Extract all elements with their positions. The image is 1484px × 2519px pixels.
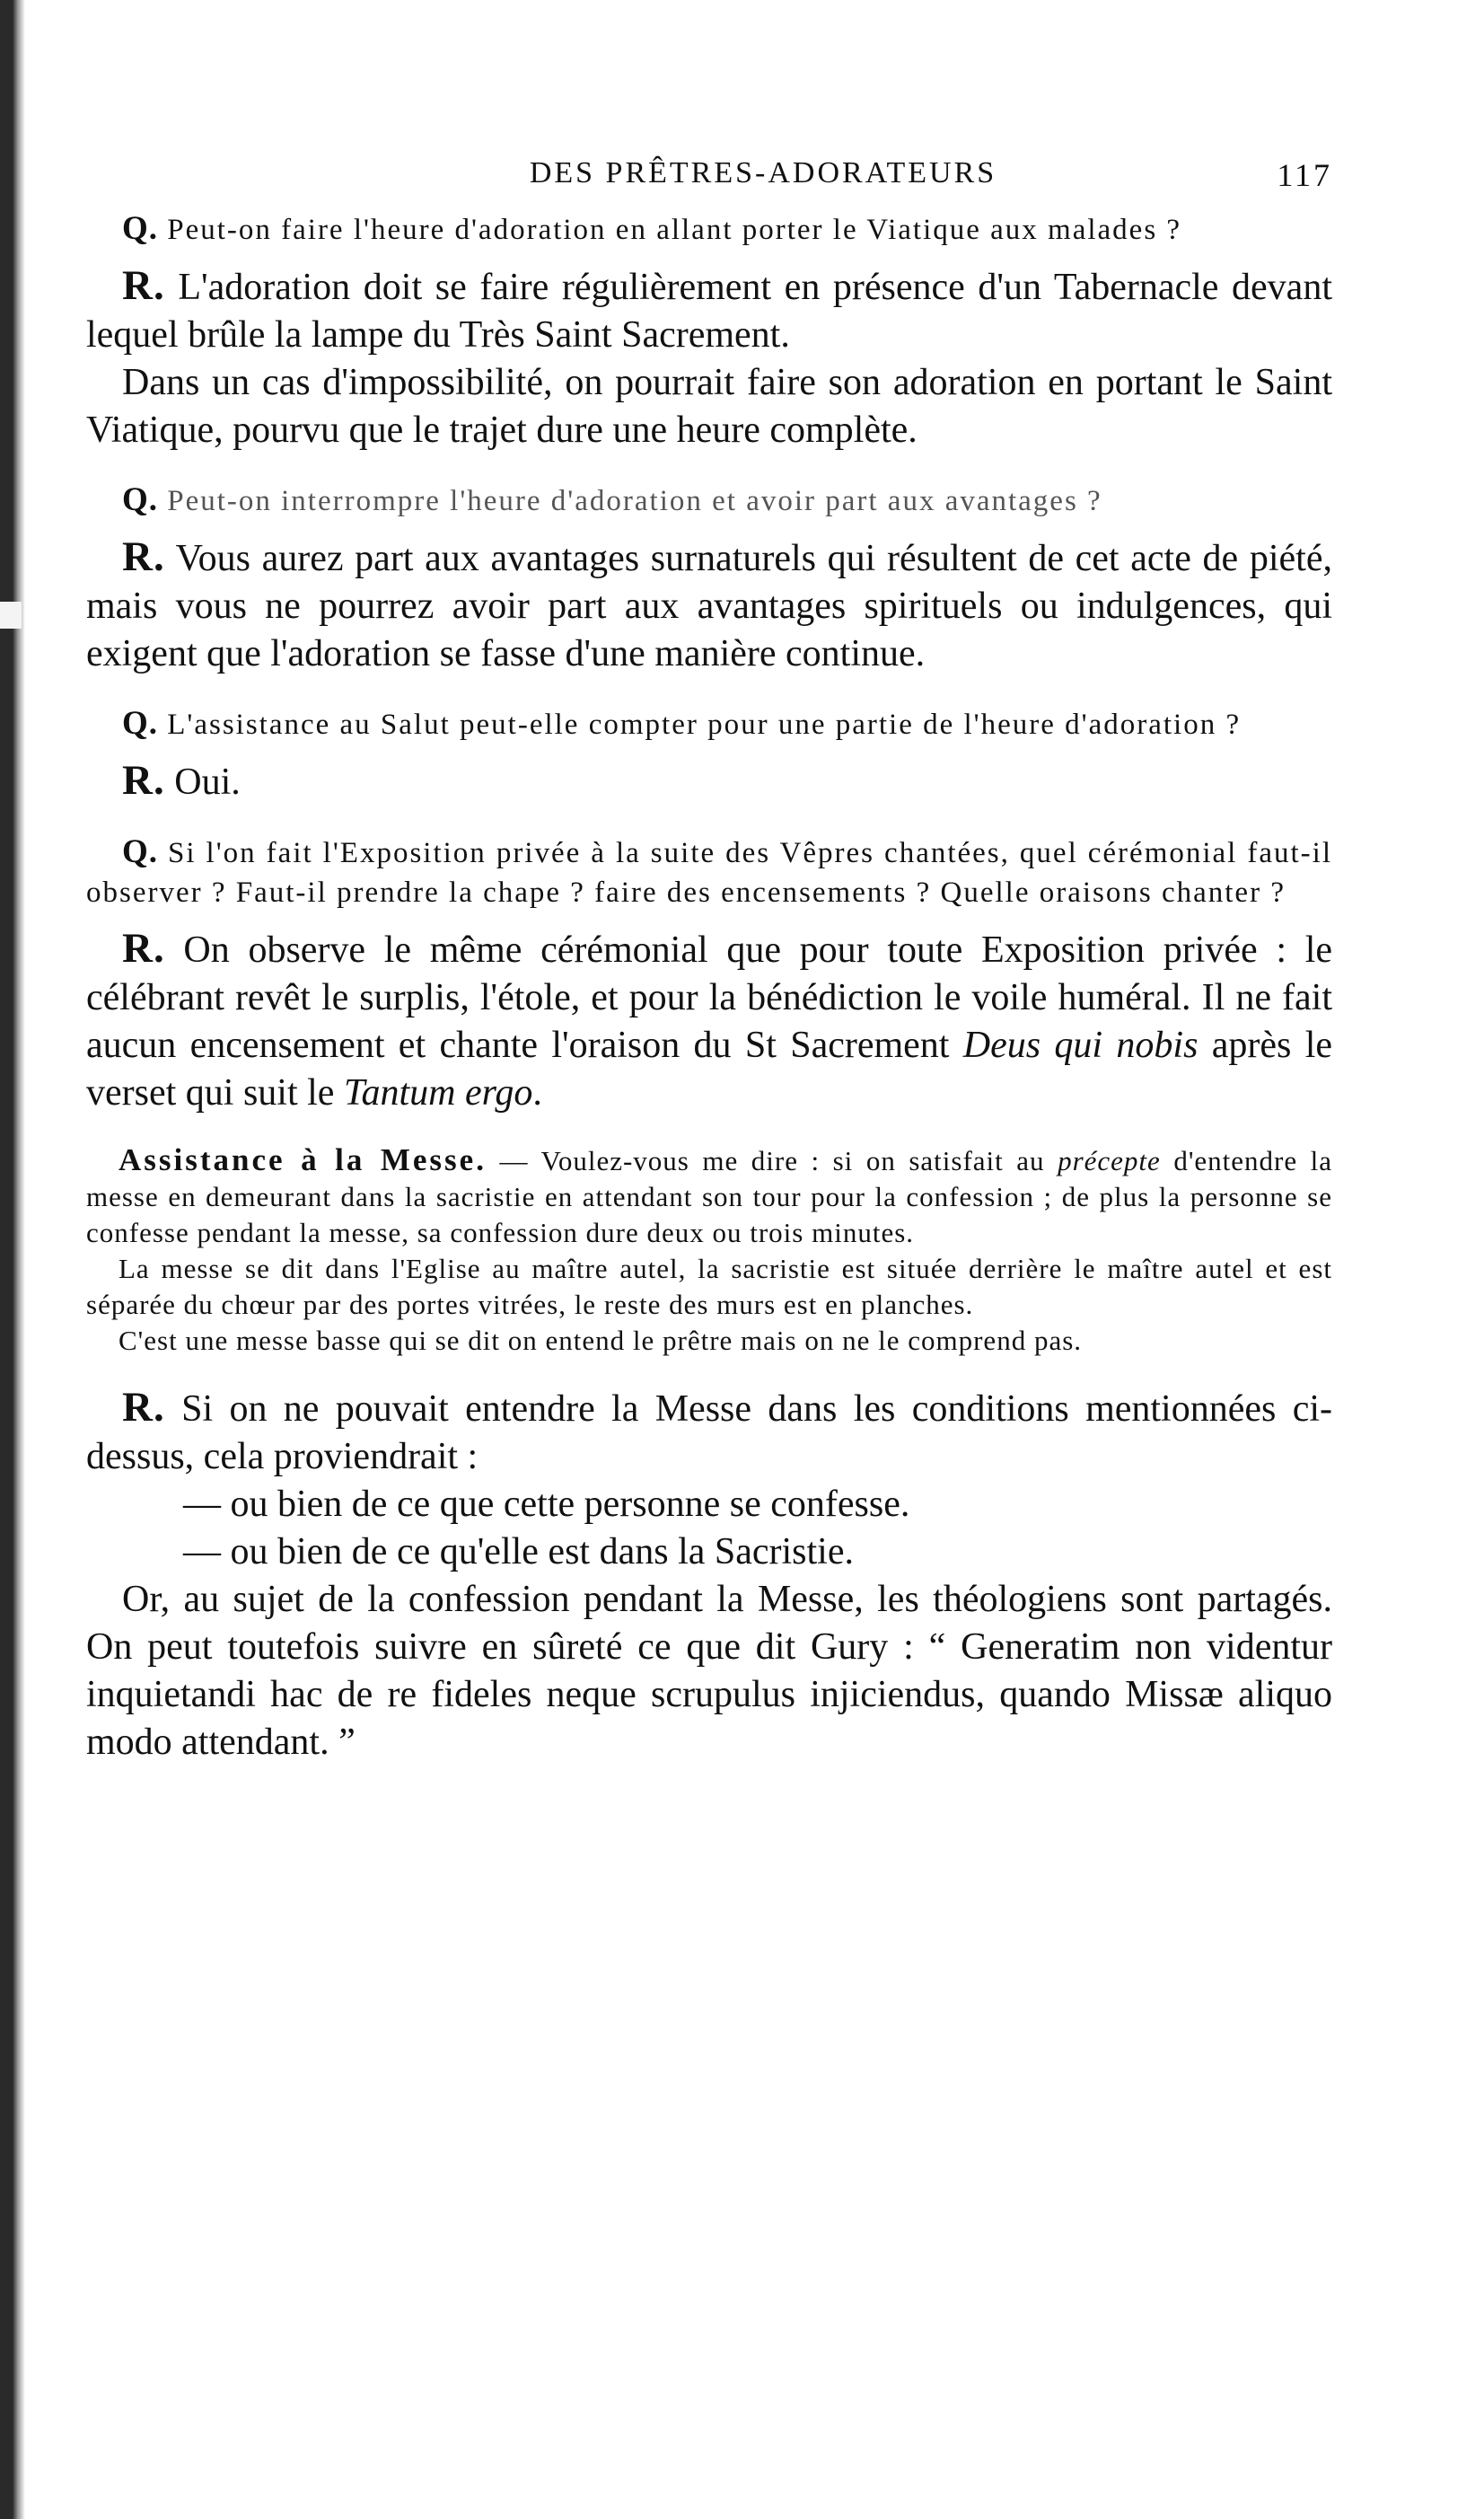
page-number: 117 — [1277, 157, 1332, 193]
note-paragraph-3: C'est une messe basse qui se dit on entend le prêtre mais on ne le comprend pas. — [119, 1325, 1083, 1356]
note-assistance-messe — [86, 1142, 1332, 1251]
answer-text: L'adoration doit se faire régulièrement en présence d'un Tabernacle devant lequel brûle la lampe du Très Saint Sacrement. — [86, 267, 1332, 356]
answer-5 — [86, 1384, 1332, 1481]
answer-label: R. — [122, 757, 165, 804]
running-title: DES PRÊTRES-ADORATEURS — [529, 156, 997, 189]
book-page — [86, 151, 1332, 1766]
latin-phrase: Deus qui nobis — [962, 1025, 1199, 1066]
latin-phrase: Tantum ergo — [343, 1072, 533, 1114]
question-2 — [86, 480, 1332, 521]
dash-item-2: — ou bien de ce qu'elle est dans la Sacristie. — [183, 1531, 854, 1572]
answer-text: . — [532, 1072, 542, 1114]
note-paragraph-2: La messe se dit dans l'Eglise au maître autel, la sacristie est située derrière le maître autel et est séparée du chœur par des portes vitrées, le reste des murs est en planches. — [86, 1253, 1332, 1320]
answer-text: Vous aurez part aux avantages surnaturels qui résultent de cet acte de piété, mais vous ne pourrez avoir part aux avantages spirituels ou indulgences, qui exigent que l'adoration se fasse d'une manière continue. — [86, 538, 1332, 674]
question-3 — [86, 703, 1332, 744]
note-italic: précepte — [1058, 1145, 1161, 1176]
question-text: Peut-on interrompre l'heure d'adoration et avoir part aux avantages ? — [157, 485, 1102, 517]
section-heading: Assistance à la Messe. — [119, 1142, 487, 1177]
question-text: Peut-on faire l'heure d'adoration en allant porter le Viatique aux malades ? — [157, 214, 1182, 246]
closing-paragraph: Or, au sujet de la confession pendant la Messe, les théologiens sont partagés. On peut toutefois suivre en sûreté ce que dit Gury : “ Generatim non videntur inquietandi hac de re fideles neque scrupulus injiciendus, quando Missæ aliquo modo attendant. ” — [86, 1579, 1332, 1763]
page-header — [86, 151, 1332, 205]
answer-text: Oui. — [164, 762, 241, 803]
question-4 — [86, 832, 1332, 912]
scan-edge-gap — [0, 602, 22, 629]
question-label: Q. — [122, 704, 158, 741]
answer-text: après le verset qui suit le — [86, 1025, 1333, 1114]
answer-label: R. — [122, 533, 165, 580]
answer-2 — [86, 533, 1332, 678]
question-label: Q. — [122, 480, 158, 517]
answer-label: R. — [122, 925, 165, 972]
dash-item-1: — ou bien de ce que cette personne se confesse. — [183, 1484, 910, 1525]
answer-3 — [86, 757, 1332, 806]
answer-text: On observe le même cérémonial que pour toute Exposition privée : le célébrant revêt le surplis, l'étole, et pour la bénédiction le voile huméral. Il ne fait aucun encensement et chante l'oraison du St Sacrement — [86, 929, 1332, 1066]
answer-label: R. — [122, 1384, 165, 1431]
answer-label: R. — [122, 262, 165, 309]
question-1 — [86, 208, 1332, 250]
question-text: Si l'on fait l'Exposition privée à la suite des Vêpres chantées, quel cérémonial faut-il observer ? Faut-il prendre la chape ? faire des encensements ? Quelle oraisons chanter ? — [86, 837, 1332, 909]
question-label: Q. — [122, 832, 158, 869]
note-text: d'entendre la messe en demeurant dans la sacristie en attendant son tour pour la confession ; de plus la personne se confesse pendant la messe, sa confession dure deux ou trois minutes. — [86, 1145, 1333, 1248]
question-label: Q. — [122, 209, 158, 246]
answer-1 — [86, 262, 1332, 359]
answer-1-continued: Dans un cas d'impossibilité, on pourrait faire son adoration en portant le Saint Viatique, pourvu que le trajet dure une heure complète. — [86, 362, 1332, 451]
question-text: L'assistance au Salut peut-elle compter pour une partie de l'heure d'adoration ? — [157, 709, 1242, 741]
note-text: — Voulez-vous me dire : si on satisfait au — [486, 1145, 1058, 1176]
scan-left-edge — [0, 0, 25, 2519]
answer-4 — [86, 925, 1332, 1117]
answer-text: Si on ne pouvait entendre la Messe dans les conditions mentionnées ci-dessus, cela proviendrait : — [86, 1388, 1332, 1477]
